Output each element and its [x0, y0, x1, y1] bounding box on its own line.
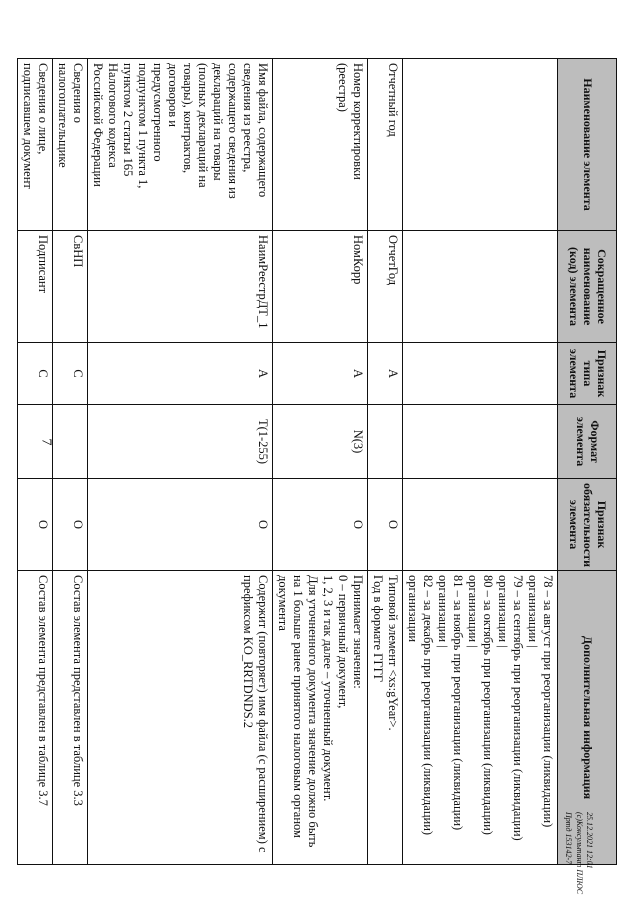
cell-code: СвНП [53, 231, 88, 343]
footer-note: 25.12.2021 12:01 [585, 812, 594, 869]
info-line: 82 – за декабрь при реорганизации (ликвидации) организации [406, 575, 435, 836]
table-row [88, 59, 273, 865]
info-line: Состав элемента представлен в таблице 3.3 [71, 575, 85, 806]
footer-note: (c)Консультант ПЛЮС Пртд 153142-7 [564, 812, 584, 895]
table-row [53, 59, 88, 865]
info-line: Содержит (повторяет) имя файла (с расширением) с префиксом KO_RRTDNDS.2 [241, 575, 270, 853]
cell-name [403, 59, 558, 231]
cell-format: T(1-255) [88, 405, 273, 479]
cell-name: Отчетный год [368, 59, 403, 231]
cell-format [403, 405, 558, 479]
cell-format: N(3) [273, 405, 368, 479]
cell-name: Имя файла, содержащего сведения из реестра, содержащего сведения из деклараций на товары (полных деклараций на товары), контрактов, договоров и предусмотренного подпунктом 1 пункта 1, пунктом 2 статьи 165 Налогового кодекса Российской Федерации [88, 59, 273, 231]
cell-name: Номер корректировки (реестра) [273, 59, 368, 231]
table-row [273, 59, 368, 865]
col-header-format: Формат элемента [558, 405, 617, 479]
info-line: 78 – за август при реорганизации (ликвидации) организации | [526, 575, 555, 828]
cell-format [53, 405, 88, 479]
page-number: 7 [38, 438, 54, 446]
cell-code: Подписант [18, 231, 53, 343]
cell-code [403, 231, 558, 343]
cell-type: А [368, 343, 403, 405]
table-header-row [558, 59, 617, 865]
info-line: 0 – первичный документ, [336, 575, 350, 709]
cell-required: О [88, 479, 273, 571]
table-row [18, 59, 53, 865]
cell-type: С [18, 343, 53, 405]
cell-name: Сведения о налогоплательщике [53, 59, 88, 231]
info-line: 79 – за сентябрь при реорганизации (ликвидации) организации | [496, 575, 525, 841]
col-header-code: Сокращенное наименование (код) элемента [558, 231, 617, 343]
cell-info [273, 571, 368, 865]
footer-notes [563, 812, 594, 912]
info-line: Год в формате ГГГГ [371, 575, 385, 683]
cell-info [18, 571, 53, 865]
info-line: Состав элемента представлен в таблице 3.7 [36, 575, 50, 806]
cell-info [403, 571, 558, 865]
col-header-info: Дополнительная информация [558, 571, 617, 865]
info-line: 81 – за ноябрь при реорганизации (ликвидации) организации | [436, 575, 465, 831]
cell-format [18, 405, 53, 479]
elements-table [17, 58, 617, 865]
table-row [403, 59, 558, 865]
cell-type [403, 343, 558, 405]
cell-code: НомКорр [273, 231, 368, 343]
cell-required: О [368, 479, 403, 571]
info-line: Типовой элемент <xs:gYear>. [386, 575, 400, 731]
cell-type: А [88, 343, 273, 405]
cell-name: Сведения о лице, подписавшем документ [18, 59, 53, 231]
cell-code: ОтчетГод [368, 231, 403, 343]
cell-type: С [53, 343, 88, 405]
cell-info [53, 571, 88, 865]
col-header-name: Наименование элемента [558, 59, 617, 231]
cell-required: О [18, 479, 53, 571]
cell-type: А [273, 343, 368, 405]
cell-format [368, 405, 403, 479]
info-line: 80 – за октябрь при реорганизации (ликвидации) организации | [466, 575, 495, 835]
col-header-type: Признак типа элемента [558, 343, 617, 405]
rotated-page [21, 58, 617, 864]
cell-required [403, 479, 558, 571]
cell-info [368, 571, 403, 865]
table-row [368, 59, 403, 865]
col-header-required: Признак обязательности элемента [558, 479, 617, 571]
cell-code: НаимРеестрДТ_1 [88, 231, 273, 343]
cell-info [88, 571, 273, 865]
info-line: Принимает значение: [351, 575, 365, 689]
cell-required: О [53, 479, 88, 571]
info-line: 1, 2, 3 и так далее – уточненный документ. [321, 575, 335, 802]
info-line: Для уточненного документа значение должно быть на 1 больше ранее принятого налоговым органом документа [276, 575, 320, 848]
cell-required: О [273, 479, 368, 571]
